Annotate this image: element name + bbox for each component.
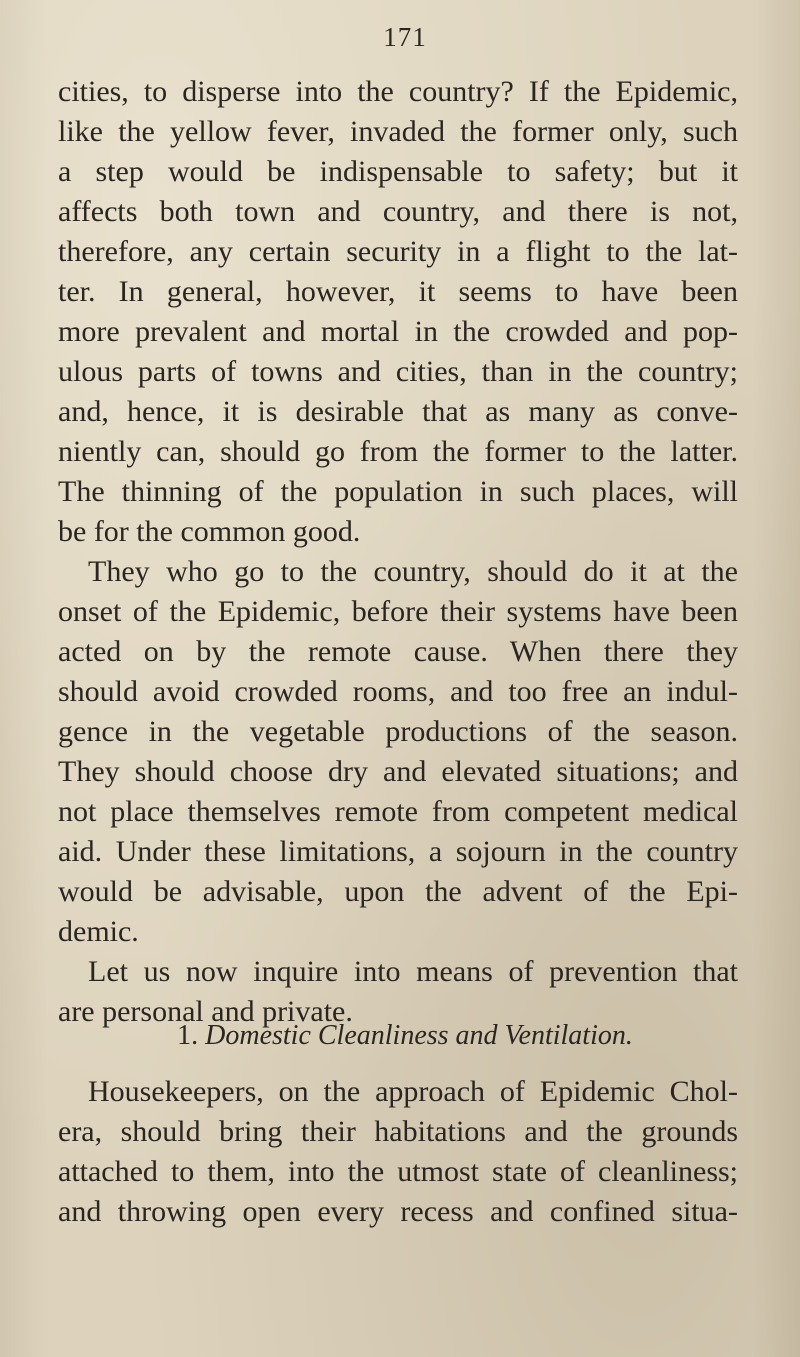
text-line: era, should bring their habitations and the grounds: [58, 1115, 738, 1148]
text-line: Housekeepers, on the approach of Epidemic Chol-: [88, 1075, 738, 1108]
text-line: affects both town and country, and there is not,: [58, 195, 738, 228]
text-line: gence in the vegetable productions of the season.: [58, 715, 738, 748]
text-line: not place themselves remote from competent medical: [58, 795, 738, 828]
text-line: aid. Under these limitations, a sojourn in the country: [58, 835, 738, 868]
text-line: be for the common good.: [58, 515, 361, 548]
paragraph-4: [58, 1072, 738, 1232]
page-number: 171: [383, 22, 427, 52]
text-line: The thinning of the population in such places, will: [58, 475, 738, 508]
text-line: demic.: [58, 915, 139, 948]
text-line: onset of the Epidemic, before their systems have been: [58, 595, 738, 628]
text-line: and, hence, it is desirable that as many as conve-: [58, 395, 738, 428]
text-line: ter. In general, however, it seems to have been: [58, 275, 738, 308]
text-line: are personal and private.: [58, 995, 353, 1028]
text-line: like the yellow fever, invaded the former only, such: [58, 115, 738, 148]
section-heading-number: 1.: [177, 1020, 199, 1051]
paragraph-2: [58, 552, 738, 952]
text-line: would be advisable, upon the advent of the Epi-: [58, 875, 738, 908]
text-line: therefore, any certain security in a flight to the lat-: [58, 235, 738, 268]
paragraph-1: [58, 72, 738, 552]
text-line: attached to them, into the utmost state of cleanliness;: [58, 1155, 738, 1188]
text-line: ulous parts of towns and cities, than in the country;: [58, 355, 738, 388]
text-line: more prevalent and mortal in the crowded and pop-: [58, 315, 738, 348]
text-line: Let us now inquire into means of prevention that: [88, 955, 738, 988]
text-line: acted on by the remote cause. When there they: [58, 635, 738, 668]
text-line: and throwing open every recess and confined situa-: [58, 1195, 738, 1228]
text-line: They who go to the country, should do it at the: [88, 555, 738, 588]
text-line: They should choose dry and elevated situations; and: [58, 755, 738, 788]
section-heading: [0, 1020, 800, 1052]
section-heading-title: Domestic Cleanliness and Ventilation.: [205, 1020, 633, 1051]
text-line: niently can, should go from the former to the latter.: [58, 435, 738, 468]
text-line: a step would be indispensable to safety; but it: [58, 155, 738, 188]
text-line: cities, to disperse into the country? If the Epidemic,: [58, 75, 738, 108]
text-line: should avoid crowded rooms, and too free an indul-: [58, 675, 738, 708]
